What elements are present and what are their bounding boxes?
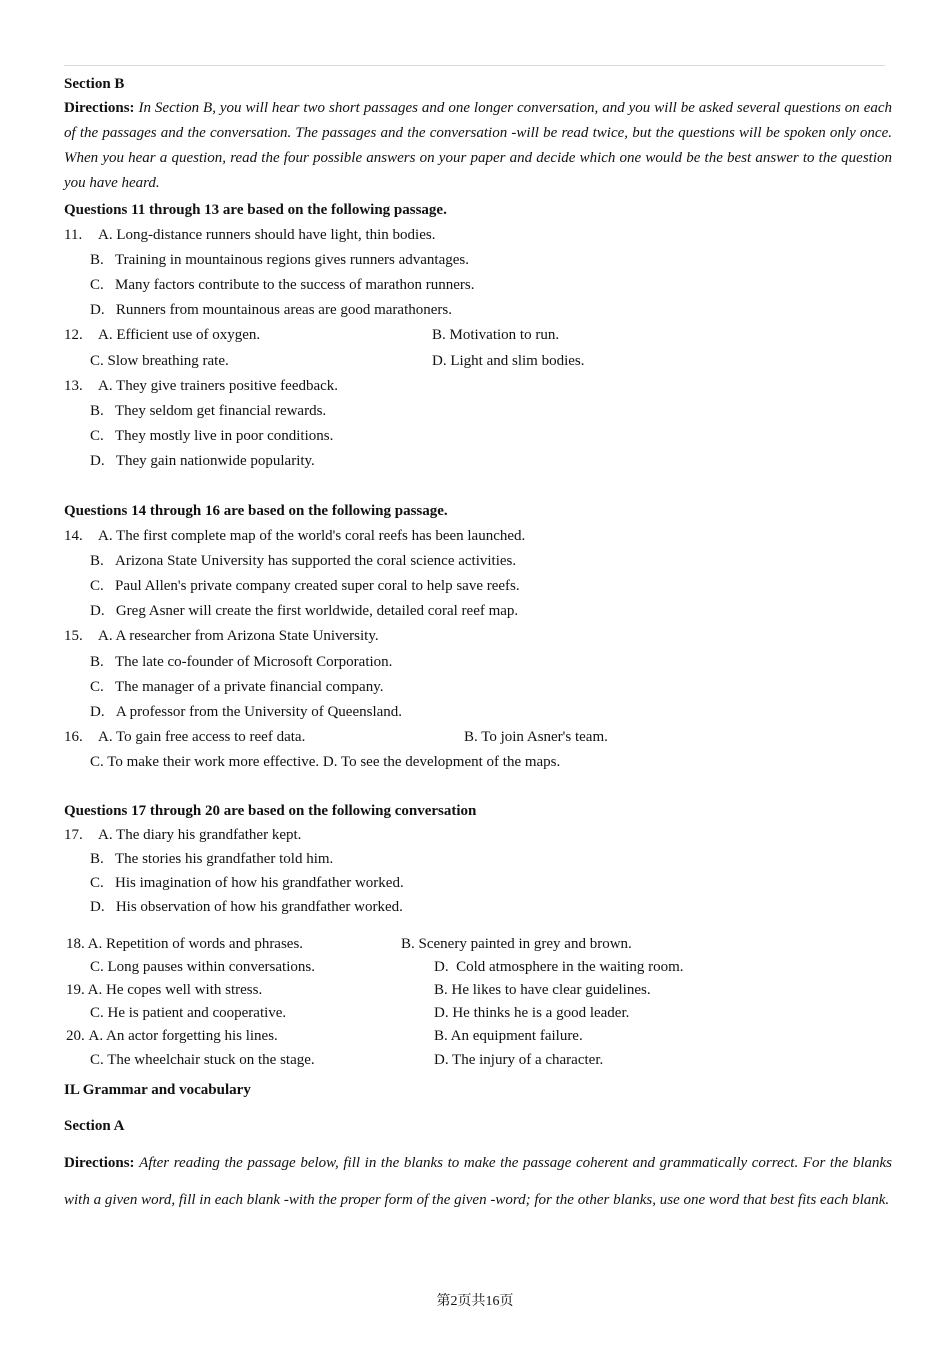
q11-number: 11. <box>64 227 83 243</box>
q12-option-a: A. Efficient use of oxygen. <box>98 327 261 343</box>
q20-option-d: D. The injury of a character. <box>434 1052 604 1068</box>
q15-option-b: B. The late co-founder of Microsoft Corporation. <box>90 654 393 670</box>
section-b-title: Section B <box>64 76 125 92</box>
q13-option-d: D. They gain nationwide popularity. <box>90 453 315 469</box>
q20-option-c: C. The wheelchair stuck on the stage. <box>90 1052 315 1068</box>
q16-number: 16. <box>64 729 83 745</box>
q13-option-a: A. They give trainers positive feedback. <box>98 378 339 394</box>
directions-label: Directions: <box>64 1155 135 1171</box>
q12-option-b: B. Motivation to run. <box>432 327 560 343</box>
q11-option-a: A. Long-distance runners should have light, thin bodies. <box>98 227 436 243</box>
group1-heading: Questions 11 through 13 are based on the following passage. <box>64 202 447 218</box>
q18-option-a: 18. A. Repetition of words and phrases. <box>66 936 304 952</box>
q15-option-c: C. The manager of a private financial company. <box>90 679 384 695</box>
directions-text: After reading the passage below, fill in the blanks to make the passage coherent and grammatically correct. For the blanks with a given word, fill in each blank -with the proper form of the given -word; for the other blanks, use one word that best fits each blank. <box>64 1155 892 1208</box>
section-a-title: Section A <box>64 1118 125 1134</box>
q16-options-cd: C. To make their work more effective. D. To see the development of the maps. <box>90 754 561 770</box>
q12-number: 12. <box>64 327 83 343</box>
q16-option-b: B. To join Asner's team. <box>464 729 608 745</box>
directions-label: Directions: <box>64 100 135 116</box>
q15-number: 15. <box>64 628 83 644</box>
q19-option-c: C. He is patient and cooperative. <box>90 1005 287 1021</box>
q19-option-d: D. He thinks he is a good leader. <box>434 1005 630 1021</box>
q13-number: 13. <box>64 378 83 394</box>
q20-option-b: B. An equipment failure. <box>434 1028 583 1044</box>
q18-option-c: C. Long pauses within conversations. <box>90 959 315 975</box>
q11-option-c: C. Many factors contribute to the success of marathon runners. <box>90 277 475 293</box>
q14-number: 14. <box>64 528 83 544</box>
group2-heading: Questions 14 through 16 are based on the following passage. <box>64 503 448 519</box>
q18-option-d: D. Cold atmosphere in the waiting room. <box>434 959 684 975</box>
section-b-directions <box>64 96 892 196</box>
q19-option-a: 19. A. He copes well with stress. <box>66 982 263 998</box>
q17-option-d: D. His observation of how his grandfather worked. <box>90 899 403 915</box>
q19-option-b: B. He likes to have clear guidelines. <box>434 982 651 998</box>
q17-number: 17. <box>64 827 83 843</box>
q14-option-b: B. Arizona State University has supported the coral science activities. <box>90 553 517 569</box>
section-a-directions <box>64 1145 892 1219</box>
page-footer: 第2页共16页 <box>436 1294 514 1309</box>
q17-option-a: A. The diary his grandfather kept. <box>98 827 302 843</box>
q15-option-d: D. A professor from the University of Queensland. <box>90 704 403 720</box>
q11-option-d: D. Runners from mountainous areas are good marathoners. <box>90 302 452 318</box>
q14-option-c: C. Paul Allen's private company created super coral to help save reefs. <box>90 578 520 594</box>
q14-option-a: A. The first complete map of the world's coral reefs has been launched. <box>98 528 526 544</box>
q17-option-c: C. His imagination of how his grandfather worked. <box>90 875 404 891</box>
top-divider <box>64 65 885 66</box>
q12-option-c: C. Slow breathing rate. <box>90 353 229 369</box>
directions-text: In Section B, you will hear two short passages and one longer conversation, and you will be asked several questions on each of the passages and the conversation. The passages and the conversation -will be read twice, but the questions will be spoken only once. When you hear a question, read the four possible answers on your paper and decide which one would be the best answer to the question you have heard. <box>64 100 893 191</box>
q11-option-b: B. Training in mountainous regions gives runners advantages. <box>90 252 469 268</box>
q14-option-d: D. Greg Asner will create the first worldwide, detailed coral reef map. <box>90 603 519 619</box>
q13-option-c: C. They mostly live in poor conditions. <box>90 428 334 444</box>
q17-option-b: B. The stories his grandfather told him. <box>90 851 334 867</box>
q12-option-d: D. Light and slim bodies. <box>432 353 585 369</box>
q20-option-a: 20. A. An actor forgetting his lines. <box>66 1028 278 1044</box>
q15-option-a: A. A researcher from Arizona State University. <box>98 628 379 644</box>
q13-option-b: B. They seldom get financial rewards. <box>90 403 327 419</box>
group3-heading: Questions 17 through 20 are based on the following conversation <box>64 803 477 819</box>
grammar-heading: IL Grammar and vocabulary <box>64 1082 251 1098</box>
q18-option-b: B. Scenery painted in grey and brown. <box>401 936 632 952</box>
q16-option-a: A. To gain free access to reef data. <box>98 729 306 745</box>
